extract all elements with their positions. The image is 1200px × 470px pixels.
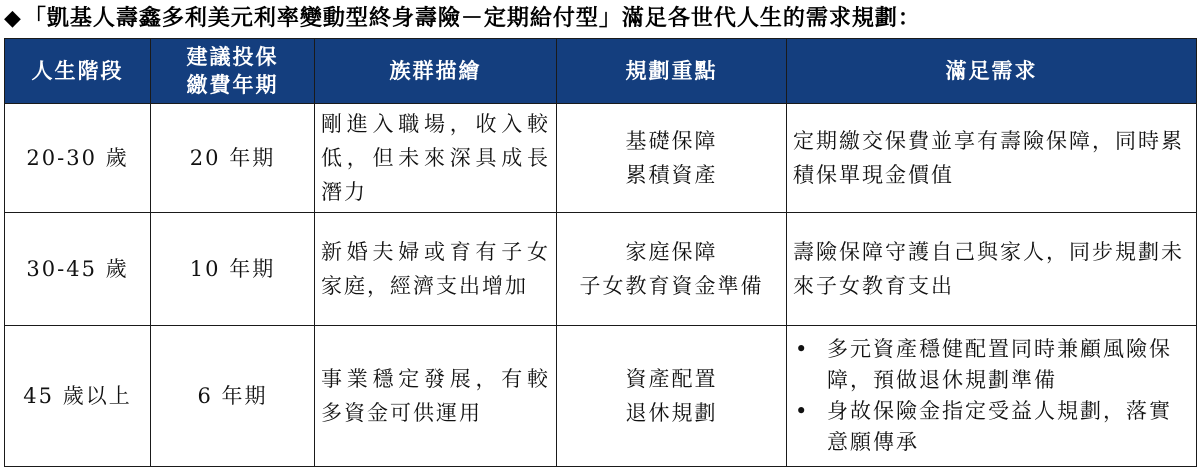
focus-line: 家庭保障 — [625, 240, 718, 264]
list-item — [793, 334, 1190, 396]
table-row — [5, 326, 1197, 467]
cell-focus — [557, 104, 787, 213]
cell-focus — [557, 213, 787, 326]
cell-needs: 定期繳交保費並享有壽險保障，同時累積保單現金價值 — [787, 104, 1197, 213]
focus-line: 退休規劃 — [625, 401, 718, 425]
cell-term: 6 年期 — [151, 326, 315, 467]
table-row — [5, 104, 1197, 213]
list-item — [793, 396, 1190, 458]
cell-focus — [557, 326, 787, 467]
header-term — [151, 39, 315, 104]
cell-stage: 45 歲以上 — [5, 326, 151, 467]
header-term-line2: 繳費年期 — [186, 73, 279, 97]
cell-stage: 30-45 歲 — [5, 213, 151, 326]
bullet-text: 多元資產穩健配置同時兼顧風險保障，預做退休規劃準備 — [827, 337, 1172, 392]
header-stage: 人生階段 — [5, 39, 151, 104]
cell-term: 10 年期 — [151, 213, 315, 326]
header-focus: 規劃重點 — [557, 39, 787, 104]
cell-needs: 壽險保障守護自己與家人，同步規劃未來子女教育支出 — [787, 213, 1197, 326]
diamond-icon: ◆ — [4, 6, 22, 31]
focus-line: 資產配置 — [625, 367, 718, 391]
focus-line: 基礎保障 — [625, 129, 718, 153]
focus-line: 累積資產 — [625, 163, 718, 187]
bullet-icon: • — [795, 399, 810, 423]
focus-line: 子女教育資金準備 — [579, 274, 764, 298]
cell-group: 剛進入職場，收入較低，但未來深具成長潛力 — [315, 104, 557, 213]
cell-group: 新婚夫婦或育有子女家庭，經濟支出增加 — [315, 213, 557, 326]
header-group: 族群描繪 — [315, 39, 557, 104]
bullet-icon: • — [795, 337, 810, 361]
page-title-text: 「凱基人壽鑫多利美元利率變動型終身壽險－定期給付型」滿足各世代人生的需求規劃： — [23, 6, 921, 31]
header-needs: 滿足需求 — [787, 39, 1197, 104]
page-title — [4, 4, 921, 34]
cell-needs — [787, 326, 1197, 467]
needs-bullet-list — [793, 334, 1190, 458]
cell-group: 事業穩定發展，有較多資金可供運用 — [315, 326, 557, 467]
table-row — [5, 213, 1197, 326]
header-term-line1: 建議投保 — [186, 45, 279, 69]
bullet-text: 身故保險金指定受益人規劃，落實意願傳承 — [827, 399, 1172, 454]
planning-table — [4, 38, 1197, 467]
cell-term: 20 年期 — [151, 104, 315, 213]
table-header-row — [5, 39, 1197, 104]
cell-stage: 20-30 歲 — [5, 104, 151, 213]
